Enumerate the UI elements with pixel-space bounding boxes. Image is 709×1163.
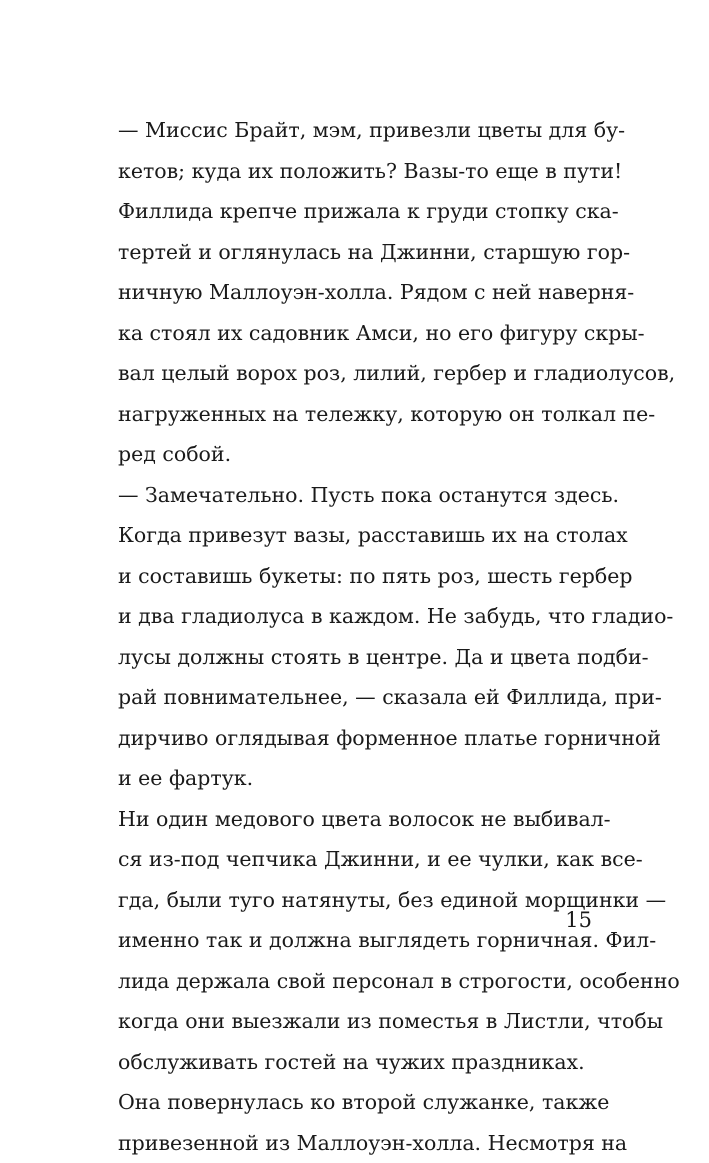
- text-line: кетов; куда их положить? Вазы-то еще в пути!: [118, 151, 592, 192]
- text-line: Когда привезут вазы, расставишь их на столах: [118, 515, 592, 556]
- text-line: и два гладиолуса в каждом. Не забудь, что гладио-: [118, 596, 592, 637]
- text-line: лида держала свой персонал в строгости, особенно: [118, 961, 592, 1002]
- text-line: — Миссис Брайт, мэм, привезли цветы для бу-: [118, 110, 592, 151]
- text-line: дирчиво оглядывая форменное платье горничной: [118, 718, 592, 759]
- text-line: и ее фартук.: [118, 758, 592, 799]
- text-line: Она повернулась ко второй служанке, также: [118, 1082, 592, 1123]
- text-line: ничную Маллоуэн-холла. Рядом с ней наверня-: [118, 272, 592, 313]
- text-line: лусы должны стоять в центре. Да и цвета подби-: [118, 637, 592, 678]
- text-line: и составишь букеты: по пять роз, шесть гербер: [118, 556, 592, 597]
- text-line: именно так и должна выглядеть горничная. Фил-: [118, 920, 592, 961]
- page-number: 15: [560, 904, 592, 936]
- text-line: ся из-под чепчика Джинни, и ее чулки, как все-: [118, 839, 592, 880]
- text-line: Ни один медового цвета волосок не выбивал-: [118, 799, 592, 840]
- text-line: Филлида крепче прижала к груди стопку ска-: [118, 191, 592, 232]
- text-line: когда они выезжали из поместья в Листли, чтобы: [118, 1001, 592, 1042]
- text-line: ка стоял их садовник Амси, но его фигуру скры-: [118, 313, 592, 354]
- text-line: ред собой.: [118, 434, 592, 475]
- body-text: [118, 110, 592, 1163]
- text-line: обслуживать гостей на чужих праздниках.: [118, 1042, 592, 1083]
- text-line: нагруженных на тележку, которую он толкал пе-: [118, 394, 592, 435]
- text-line: — Замечательно. Пусть пока останутся здесь.: [118, 475, 592, 516]
- text-line: тертей и оглянулась на Джинни, старшую гор-: [118, 232, 592, 273]
- text-line: рай повнимательнее, — сказала ей Филлида, при-: [118, 677, 592, 718]
- text-line: вал целый ворох роз, лилий, гербер и гладиолусов,: [118, 353, 592, 394]
- text-line: гда, были туго натянуты, без единой морщинки —: [118, 880, 592, 921]
- text-line: привезенной из Маллоуэн-холла. Несмотря на: [118, 1123, 592, 1163]
